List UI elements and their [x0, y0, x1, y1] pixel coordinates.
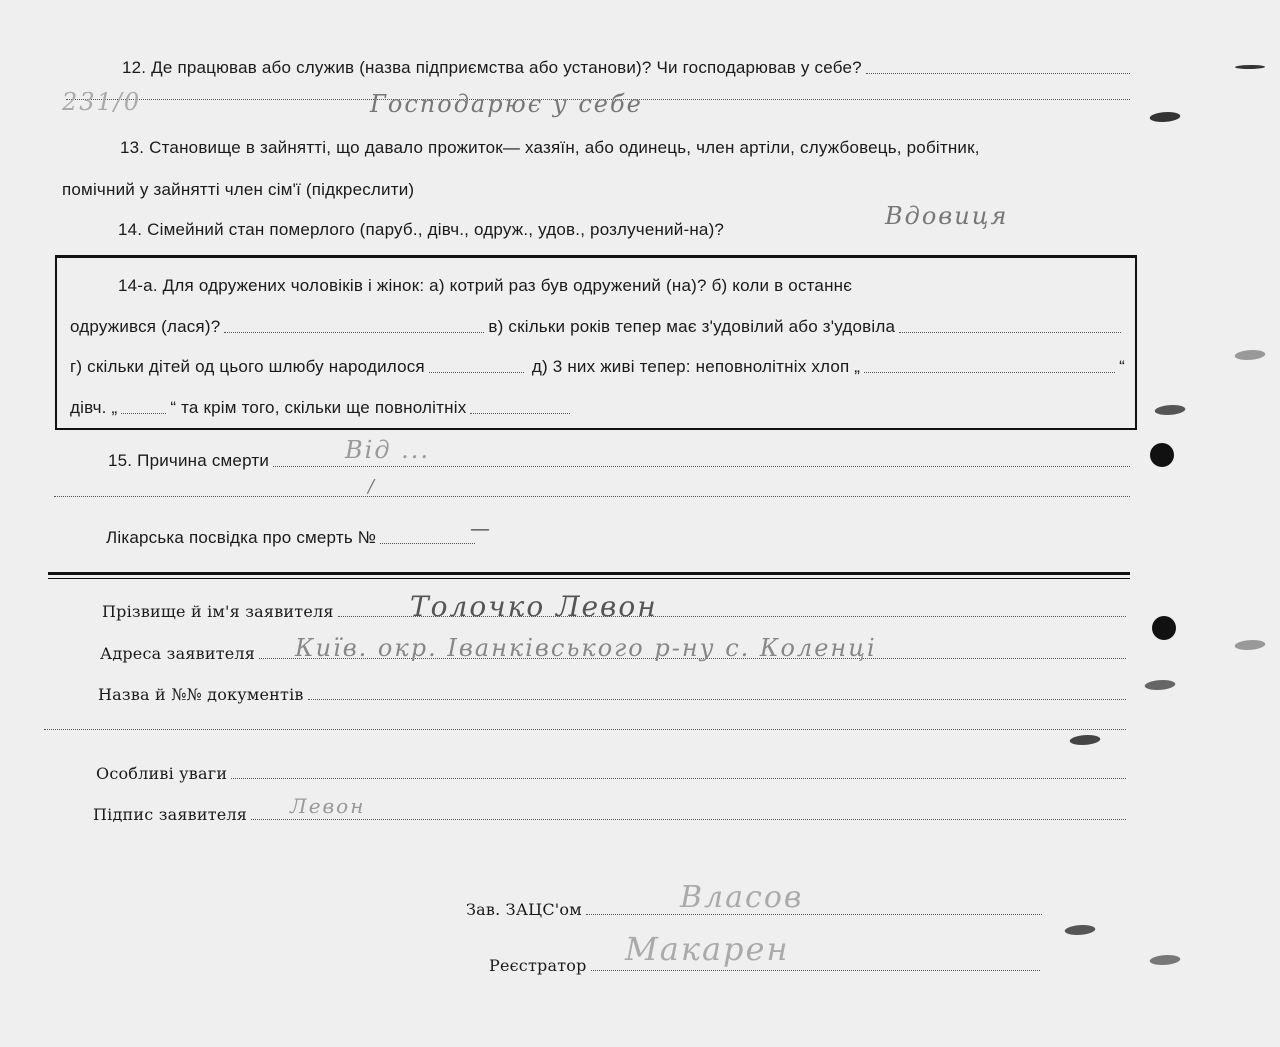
- q14a-text3c: “: [1119, 357, 1125, 376]
- signature-row: [93, 805, 1130, 824]
- q15-mark: /: [368, 476, 377, 497]
- paper-tear-mark: [1234, 65, 1266, 69]
- registrar-label: Реєстратор: [489, 956, 587, 975]
- paper-tear-mark: [1152, 405, 1188, 415]
- q12-margin-note: 231/0: [62, 88, 142, 116]
- paper-tear-mark: [1147, 955, 1183, 965]
- q14a-text1: 14-а. Для одружених чоловіків і жінок: а) котрий раз був одружений (на)? б) коли в останнє: [118, 276, 853, 295]
- head-dots: [586, 913, 1042, 915]
- q15-dots: [273, 465, 1130, 467]
- notes-label: Особливі уваги: [96, 764, 228, 783]
- paper-tear-mark: [1067, 735, 1103, 745]
- q15-answer: Від ...: [345, 436, 431, 464]
- binding-hole: [1150, 443, 1174, 467]
- documents-dots: [308, 698, 1126, 700]
- q12-answer: Господарює у себе: [370, 90, 643, 118]
- q12-dots: [866, 72, 1130, 74]
- medical-row: [106, 528, 479, 548]
- q15-line2: [50, 495, 1134, 501]
- q14a-dots-v: [899, 331, 1121, 333]
- registrar-dots: [591, 969, 1040, 971]
- documents-row: [98, 685, 1130, 704]
- q15-dots2: [54, 495, 1130, 497]
- q14a-line2: [70, 317, 1125, 337]
- q13-text2: помічний у зайнятті член сім'ї (підкреслити): [62, 180, 415, 199]
- q14a-dots-g: [429, 371, 524, 373]
- applicant-name-value: Толочко Левон: [410, 590, 658, 623]
- q14a-text4b: “ та крім того, скільки ще повнолітніх: [170, 398, 467, 417]
- applicant-signature: Левон: [290, 794, 366, 818]
- head-signature: Власов: [680, 880, 804, 915]
- documents-line2: [40, 728, 1130, 734]
- paper-tear-mark: [1147, 112, 1183, 122]
- signature-label: Підпис заявителя: [93, 805, 248, 824]
- q12-row: [122, 58, 1134, 78]
- q13-text1: 13. Становище в зайнятті, що давало прожиток— хазяїн, або одинець, член артіли, службовець, робітник,: [120, 138, 980, 157]
- applicant-name-label: Прізвище й ім'я заявителя: [102, 602, 334, 621]
- q14a-text4a: дівч. „: [70, 398, 118, 417]
- q14a-text3a: г) скільки дітей од цього шлюбу народилося: [70, 357, 425, 376]
- q14a-line4: [70, 398, 574, 418]
- applicant-address-value: Київ. окр. Іванківського р-ну с. Коленці: [295, 634, 877, 662]
- q15-label: 15. Причина смерти: [108, 451, 270, 470]
- paper-tear-mark: [1062, 925, 1098, 935]
- q14a-line1: [118, 276, 852, 296]
- section-divider: [48, 572, 1130, 575]
- medical-label: Лікарська посвідка про смерть №: [106, 528, 377, 547]
- applicant-address-label: Адреса заявителя: [100, 644, 256, 663]
- q14a-dots-d: [864, 371, 1115, 373]
- q14a-dots-adults: [470, 412, 570, 414]
- q14a-line3: [70, 357, 1125, 377]
- q14-label: 14. Сімейний стан померлого (паруб., дівч., одруж., удов., розлучений-на)?: [118, 220, 725, 239]
- medical-answer: —: [470, 516, 492, 540]
- q14a-text2a: одружився (лася)?: [70, 317, 221, 336]
- q14a-dots-girls: [121, 412, 166, 414]
- paper-tear-mark: [1142, 680, 1178, 690]
- q15-row: [108, 451, 1134, 471]
- q14-answer: Вдовиця: [885, 202, 1009, 230]
- q14a-dots-b: [224, 331, 484, 333]
- notes-row: [96, 764, 1130, 783]
- registrar-signature: Макарен: [625, 930, 790, 968]
- signature-dots: [251, 818, 1126, 820]
- paper-tear-mark: [1232, 350, 1268, 360]
- documents-dots2: [44, 728, 1126, 730]
- section-divider-thin: [48, 578, 1130, 579]
- q14a-text3b: д) 3 них живі тепер: неповнолітніх хлоп „: [531, 357, 861, 376]
- q13-line2: [62, 180, 414, 200]
- q13-line1: [120, 138, 980, 158]
- medical-dots: [380, 542, 475, 544]
- q14a-text2b: в) скільки років тепер має з'удовілий або з'удовіла: [488, 317, 896, 336]
- head-label: Зав. ЗАЦС'ом: [466, 900, 582, 919]
- q12-label: 12. Де працював або служив (назва підприємства або установи)? Чи господарював у себе?: [122, 58, 862, 77]
- documents-label: Назва й №№ документів: [98, 685, 304, 704]
- q14-row: [118, 220, 724, 240]
- binding-hole: [1152, 616, 1176, 640]
- notes-dots: [231, 777, 1126, 779]
- paper-tear-mark: [1232, 640, 1268, 650]
